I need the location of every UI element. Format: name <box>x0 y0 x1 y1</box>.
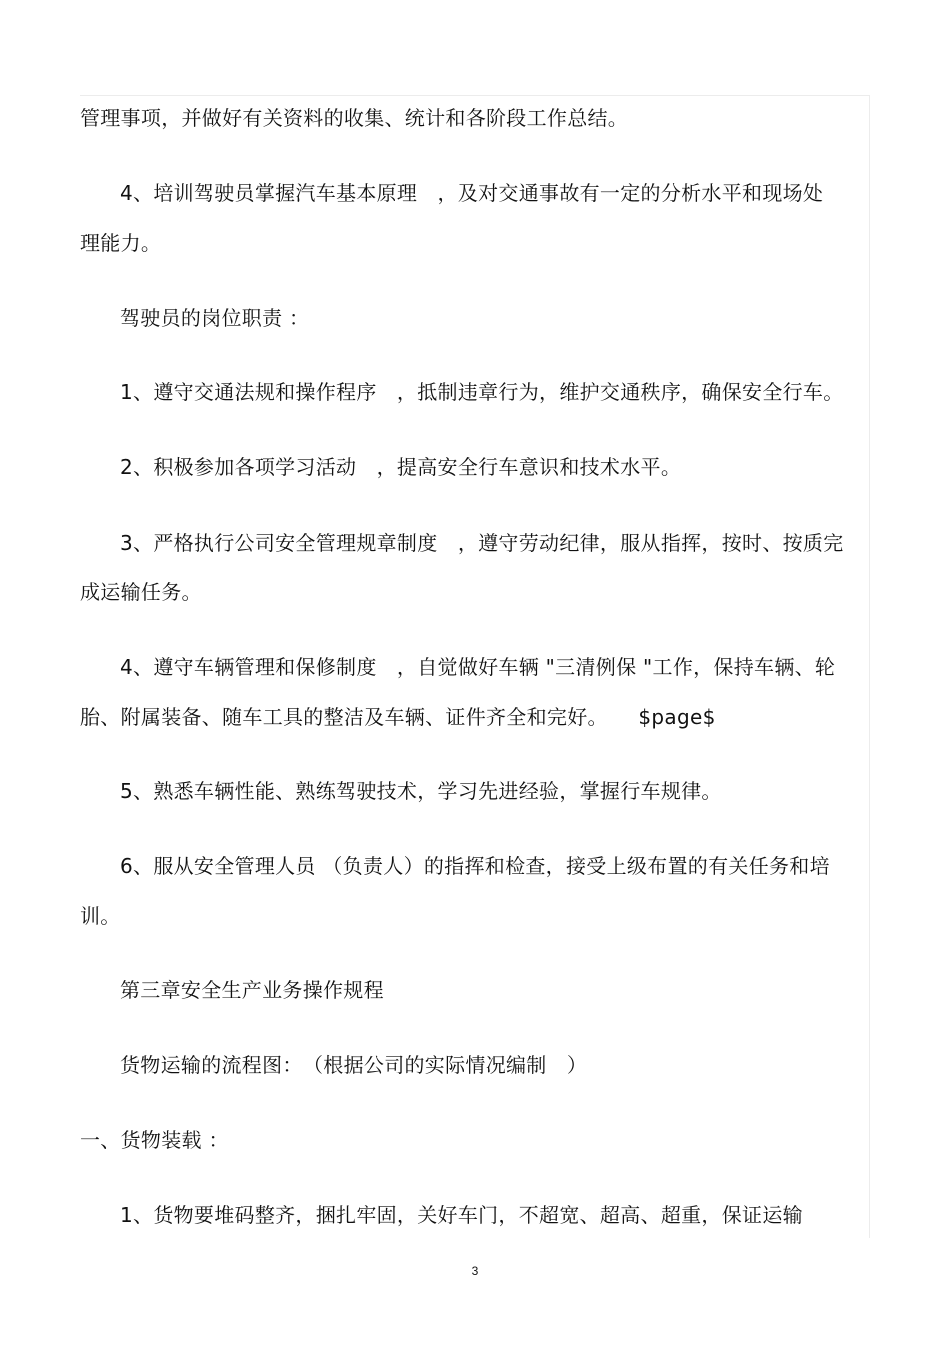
text-line-8: 成运输任务。 <box>80 580 202 604</box>
section-heading-cargo-loading: 一、货物装载 ： <box>80 1128 229 1152</box>
text-line-15: 货物运输的流程图： （根据公司的实际情况编制 ） <box>120 1053 588 1077</box>
text-line-13: 训。 <box>80 904 121 928</box>
text-line-6: 2、积极参加各项学习活动 ，提高安全行车意识和技术水平。 <box>120 455 682 479</box>
text-line-11: 5、熟悉车辆性能、熟练驾驶技术，学习先进经验，掌握行车规律。 <box>120 779 722 803</box>
page-frame-top <box>80 95 870 96</box>
chapter-heading: 第三章安全生产业务操作规程 <box>120 978 384 1002</box>
text-line-17: 1、货物要堆码整齐，捆扎牢固，关好车门，不超宽、超高、超重，保证运输 <box>120 1203 803 1227</box>
text-line-12: 6、服从安全管理人员 （负责人）的指挥和检查，接受上级布置的有关任务和培 <box>120 854 830 878</box>
page-number: 3 <box>471 1264 479 1278</box>
text-line-9: 4、遵守车辆管理和保修制度 ，自觉做好车辆 "三清例保 "工作，保持车辆、轮 <box>120 655 836 679</box>
page-frame-right <box>869 95 870 1238</box>
section-heading-driver-duties: 驾驶员的岗位职责 ： <box>120 306 310 330</box>
text-line-10: 胎、附属装备、随车工具的整洁及车辆、证件齐全和完好。 $page$ <box>80 705 716 729</box>
text-line-7: 3、严格执行公司安全管理规章制度 ，遵守劳动纪律，服从指挥，按时、按质完 <box>120 531 844 555</box>
text-line-5: 1、遵守交通法规和操作程序 ，抵制违章行为，维护交通秩序，确保安全行车。 <box>120 380 844 404</box>
text-line-3: 理能力。 <box>80 231 162 255</box>
text-line-2: 4、培训驾驶员掌握汽车基本原理 ，及对交通事故有一定的分析水平和现场处 <box>120 181 824 205</box>
text-line-1: 管理事项，并做好有关资料的收集、统计和各阶段工作总结。 <box>80 106 629 130</box>
